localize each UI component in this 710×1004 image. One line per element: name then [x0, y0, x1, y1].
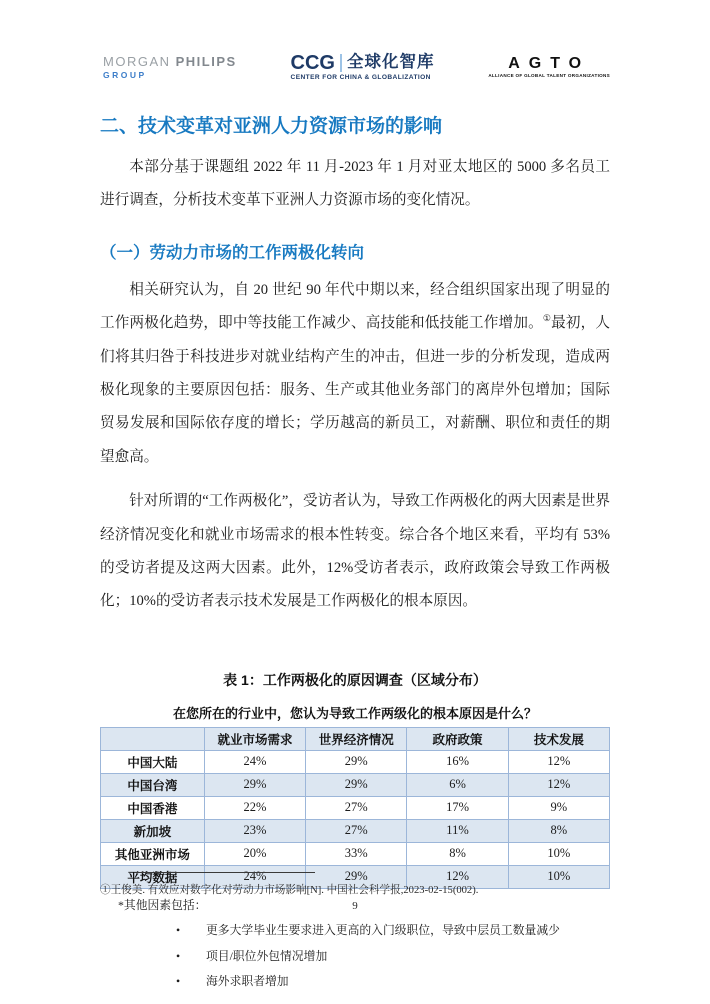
table-row: [101, 842, 610, 865]
table-value-cell: 10%: [508, 865, 609, 888]
table-value-cell: 16%: [407, 750, 508, 773]
column-header: 政府政策: [407, 727, 508, 750]
table-value-cell: 27%: [306, 819, 407, 842]
ccg-caption: CENTER FOR CHINA & GLOBALIZATION: [290, 73, 431, 81]
table-value-cell: 33%: [306, 842, 407, 865]
morgan-philips-group-label: GROUP: [103, 69, 147, 80]
table-note-item: [100, 972, 610, 989]
table-value-cell: 9%: [508, 796, 609, 819]
agto-caption: ALLIANCE OF GLOBAL TALENT ORGANIZATIONS: [488, 72, 610, 78]
row-label: 中国香港: [101, 796, 205, 819]
row-label: 其他亚洲市场: [101, 842, 205, 865]
page-number: 9: [352, 900, 358, 912]
table-header-row: [101, 727, 610, 750]
row-label: 新加坡: [101, 819, 205, 842]
table-value-cell: 29%: [306, 773, 407, 796]
footnote-text: ①王俊美. 有效应对数字化对劳动力市场影响[N]. 中国社会科学报,2023-02-15(002).: [100, 885, 479, 896]
column-header: 就业市场需求: [204, 727, 305, 750]
row-label: 平均数据: [101, 865, 205, 888]
morgan-philips-name-light: MORGAN: [103, 53, 171, 69]
ccg-chinese-name: 全球化智库: [346, 53, 435, 72]
ccg-acronym: CCG: [290, 51, 335, 74]
table-value-cell: 12%: [407, 865, 508, 888]
agto-logo: [488, 56, 610, 79]
table-value-cell: 27%: [306, 796, 407, 819]
table-value-cell: 8%: [407, 842, 508, 865]
table-corner-cell: [101, 727, 205, 750]
header-logos: [103, 48, 610, 86]
table-value-cell: 10%: [508, 842, 609, 865]
table-row: [101, 773, 610, 796]
bullet-icon: •: [176, 948, 181, 963]
intro-paragraph: 本部分基于课题组 2022 年 11 月-2023 年 1 月对亚太地区的 5000 多名员工进行调查，分析技术变革下亚洲人力资源市场的变化情况。: [100, 159, 610, 209]
table-value-cell: 17%: [407, 796, 508, 819]
table-value-cell: 29%: [306, 865, 407, 888]
ccg-logo: [291, 53, 435, 82]
note-text: 更多大学毕业生要求进入更高的入门级职位，导致中层员工数量减少: [206, 923, 560, 938]
table-title: 表 1：工作两极化的原因调查（区域分布）: [223, 671, 487, 688]
table-value-cell: 23%: [204, 819, 305, 842]
footnote-separator: [135, 872, 315, 873]
table-note-item: [100, 947, 610, 964]
row-label: 中国大陆: [101, 750, 205, 773]
bullet-icon: •: [176, 923, 181, 938]
table-value-cell: 24%: [204, 750, 305, 773]
table-value-cell: 12%: [508, 750, 609, 773]
table-row: [101, 796, 610, 819]
polarization-causes-table: [100, 727, 610, 889]
table-value-cell: 22%: [204, 796, 305, 819]
body-paragraph-1-part1: 相关研究认为，自 20 世纪 90 年代中期以来，经合组织国家出现了明显的工作两极化趋势，即中等技能工作减少、高技能和低技能工作增加。: [100, 281, 610, 332]
table-value-cell: 29%: [204, 773, 305, 796]
agto-acronym: AGTO: [508, 54, 591, 72]
table-body: [101, 750, 610, 888]
column-header: 技术发展: [508, 727, 609, 750]
table-notes-list: [100, 921, 610, 989]
subsection-heading: （一）劳动力市场的工作两极化转向: [100, 243, 364, 262]
note-text: 项目/职位外包情况增加: [206, 948, 328, 963]
footnote-reference-mark: ①: [542, 313, 552, 324]
morgan-philips-logo: [103, 55, 237, 80]
table-value-cell: 20%: [204, 842, 305, 865]
table-note-item: [100, 921, 610, 938]
note-text: 海外求职者增加: [206, 974, 289, 989]
column-header: 世界经济情况: [306, 727, 407, 750]
table-value-cell: 12%: [508, 773, 609, 796]
table-note-label: *其他因素包括：: [118, 897, 207, 912]
body-paragraph-2: 针对所谓的“工作两极化”，受访者认为，导致工作两极化的两大因素是世界经济情况变化和就业市场需求的根本性转变。综合各个地区来看，平均有 53%的受访者提及这两大因素。此外，12%受访者表示，政府政策会导致工作两极化；10%的受访者表示技术发展是工作两极化的根本原因。: [100, 493, 610, 610]
table-question: 在您所在的行业中，您认为导致工作两级化的根本原因是什么？: [172, 705, 537, 721]
bullet-icon: •: [176, 974, 181, 989]
table-value-cell: 11%: [407, 819, 508, 842]
table-value-cell: 29%: [306, 750, 407, 773]
table-value-cell: 6%: [407, 773, 508, 796]
ccg-divider-bar: [340, 54, 342, 72]
row-label: 中国台湾: [101, 773, 205, 796]
table-value-cell: 24%: [204, 865, 305, 888]
body-paragraph-1-part2: 最初，人们将其归咎于科技进步对就业结构产生的冲击，但进一步的分析发现，造成两极化现象的主要原因包括：服务、生产或其他业务部门的离岸外包增加；国际贸易发展和国际依存度的增长；学历越高的新员工，对薪酬、职位和责任的期望愈高。: [100, 315, 610, 465]
table-value-cell: 8%: [508, 819, 609, 842]
table-row: [101, 750, 610, 773]
morgan-philips-name-bold: PHILIPS: [175, 53, 237, 69]
footer-area: [100, 872, 610, 912]
body-paragraph-1: [100, 274, 610, 474]
table-row: [101, 819, 610, 842]
section-heading: 二、技术变革对亚洲人力资源市场的影响: [100, 116, 443, 137]
